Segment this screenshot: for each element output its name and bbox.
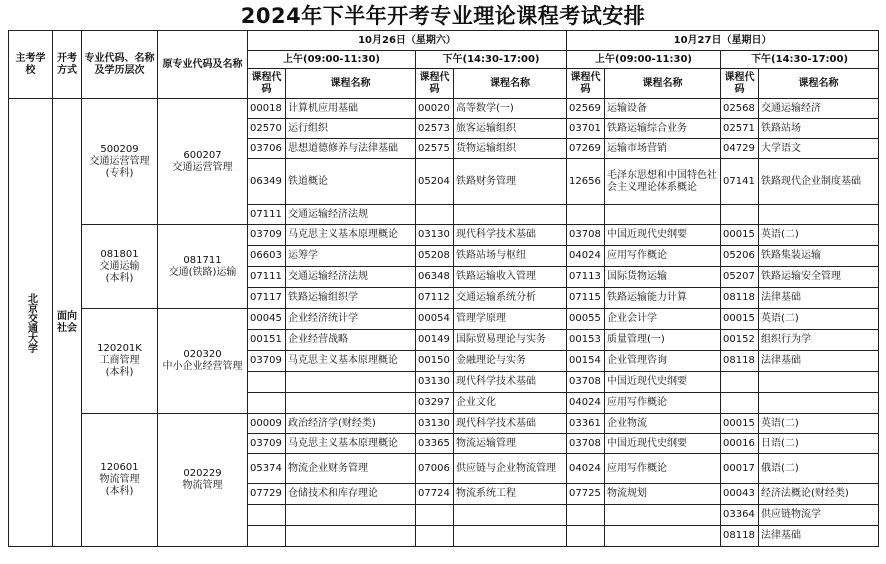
course-code: 03130 [416, 225, 454, 246]
course-code: 02568 [721, 99, 759, 119]
course-name [605, 526, 721, 547]
course-name: 物流企业财务管理 [286, 454, 416, 484]
course-name: 法律基础 [759, 288, 879, 309]
course-name [286, 505, 416, 526]
course-code: 03709 [248, 351, 286, 372]
course-name [454, 205, 567, 225]
course-name: 法律基础 [759, 351, 879, 372]
course-name: 日语(二) [759, 434, 879, 454]
course-name: 企业文化 [454, 393, 567, 414]
orig-orig-name: 物流管理 [182, 480, 223, 491]
course-name: 企业会计学 [605, 309, 721, 330]
course-name: 交通运输经济法规 [286, 267, 416, 288]
course-code: 07141 [721, 159, 759, 205]
exam-mode-cell: 面向社会 [53, 99, 82, 547]
course-name: 铁道概论 [286, 159, 416, 205]
major-cell [82, 309, 158, 414]
course-code: 00153 [567, 330, 605, 351]
course-name [454, 505, 567, 526]
course-code: 08118 [721, 288, 759, 309]
course-code: 02575 [416, 139, 454, 159]
course-code: 00020 [416, 99, 454, 119]
course-code: 00009 [248, 414, 286, 434]
course-name: 物流系统工程 [454, 484, 567, 505]
course-code: 00017 [721, 454, 759, 484]
major-level: (本科) [105, 272, 134, 284]
course-name: 铁路集装运输 [759, 246, 879, 267]
header-name: 课程名称 [605, 69, 721, 99]
header-orig: 原专业代码及名称 [158, 31, 248, 99]
course-name: 交通运输系统分析 [454, 288, 567, 309]
course-code [248, 393, 286, 414]
course-code: 05204 [416, 159, 454, 205]
course-code: 07725 [567, 484, 605, 505]
course-code [416, 526, 454, 547]
course-name: 英语(二) [759, 309, 879, 330]
course-name: 组织行为学 [759, 330, 879, 351]
course-name: 计算机应用基础 [286, 99, 416, 119]
course-code: 03297 [416, 393, 454, 414]
course-code: 07729 [248, 484, 286, 505]
major-major-code: 081801 [100, 248, 139, 260]
course-name: 中国近现代史纲要 [605, 434, 721, 454]
course-code: 03708 [567, 225, 605, 246]
course-code: 00015 [721, 414, 759, 434]
course-code: 07111 [248, 205, 286, 225]
course-code: 00018 [248, 99, 286, 119]
orig-orig-code: 020320 [183, 349, 222, 360]
orig-orig-code: 600207 [183, 149, 222, 161]
header-code: 课程代码 [416, 69, 454, 99]
course-code: 00152 [721, 330, 759, 351]
header-name: 课程名称 [759, 69, 879, 99]
major-major-name: 交通运营管理 [89, 155, 150, 167]
course-name: 企业管理咨询 [605, 351, 721, 372]
course-name: 经济法概论(财经类) [759, 484, 879, 505]
orig-orig-name: 交通运营管理 [172, 161, 233, 173]
course-code: 05206 [721, 246, 759, 267]
course-code: 07112 [416, 288, 454, 309]
major-major-name: 物流管理 [99, 474, 140, 485]
table-row [9, 225, 879, 246]
course-code: 00154 [567, 351, 605, 372]
course-code: 02570 [248, 119, 286, 139]
course-name: 运行组织 [286, 119, 416, 139]
major-major-code: 500209 [100, 143, 139, 155]
page-title: 2024年下半年开考专业理论课程考试安排 [240, 4, 646, 28]
header-name: 课程名称 [454, 69, 567, 99]
course-code [416, 505, 454, 526]
course-name: 法律基础 [759, 526, 879, 547]
course-name: 应用写作概论 [605, 454, 721, 484]
course-code: 03709 [248, 225, 286, 246]
orig-orig-code: 081711 [183, 254, 222, 266]
orig-major-cell [158, 225, 248, 309]
course-code: 07269 [567, 139, 605, 159]
major-major-name: 交通运输 [99, 260, 140, 272]
course-name [759, 205, 879, 225]
course-name: 现代科学技术基础 [454, 414, 567, 434]
major-major-code: 120601 [100, 462, 139, 473]
table-row [9, 309, 879, 330]
course-name [605, 205, 721, 225]
course-code: 08118 [721, 526, 759, 547]
course-name [286, 393, 416, 414]
header-day1-am: 上午(09:00-11:30) [248, 51, 416, 69]
course-code: 03364 [721, 505, 759, 526]
course-code: 00015 [721, 309, 759, 330]
course-code [567, 205, 605, 225]
course-code: 03708 [567, 434, 605, 454]
course-code [567, 526, 605, 547]
orig-orig-name: 中小企业经营管理 [162, 361, 243, 372]
course-name: 马克思主义基本原理概论 [286, 351, 416, 372]
course-code: 06349 [248, 159, 286, 205]
course-code: 03361 [567, 414, 605, 434]
course-code [248, 526, 286, 547]
course-name: 铁路现代企业制度基础 [759, 159, 879, 205]
major-level: (专科) [105, 167, 134, 179]
course-code [248, 372, 286, 393]
course-name: 铁路财务管理 [454, 159, 567, 205]
course-name: 政治经济学(财经类) [286, 414, 416, 434]
course-code: 00149 [416, 330, 454, 351]
course-code: 07113 [567, 267, 605, 288]
course-name: 物流运输管理 [454, 434, 567, 454]
course-code [721, 205, 759, 225]
major-cell [82, 99, 158, 225]
course-code: 07006 [416, 454, 454, 484]
header-code: 课程代码 [721, 69, 759, 99]
table-row [9, 414, 879, 434]
course-code: 04024 [567, 454, 605, 484]
school-cell: 北京交通大学 [9, 99, 53, 547]
schedule-body [9, 31, 879, 547]
course-code: 02571 [721, 119, 759, 139]
course-name: 思想道德修养与法律基础 [286, 139, 416, 159]
course-name [454, 526, 567, 547]
course-name: 英语(二) [759, 225, 879, 246]
course-code: 00151 [248, 330, 286, 351]
course-code [721, 372, 759, 393]
course-code: 00016 [721, 434, 759, 454]
course-name: 物流规划 [605, 484, 721, 505]
course-name: 供应链物流学 [759, 505, 879, 526]
header-code: 课程代码 [567, 69, 605, 99]
course-name: 铁路站场 [759, 119, 879, 139]
course-name: 仓储技术和库存理论 [286, 484, 416, 505]
course-code: 03706 [248, 139, 286, 159]
header-day2: 10月27日（星期日） [567, 31, 879, 51]
course-code: 05208 [416, 246, 454, 267]
course-name: 旅客运输组织 [454, 119, 567, 139]
course-code: 00043 [721, 484, 759, 505]
major-major-name: 工商管理 [99, 355, 140, 366]
course-name: 铁路运输组织学 [286, 288, 416, 309]
course-name: 国际贸易理论与实务 [454, 330, 567, 351]
course-code: 05207 [721, 267, 759, 288]
course-code: 03130 [416, 372, 454, 393]
course-code: 07115 [567, 288, 605, 309]
course-name: 铁路运输收入管理 [454, 267, 567, 288]
course-name [605, 505, 721, 526]
course-name: 货物运输组织 [454, 139, 567, 159]
course-code: 03130 [416, 414, 454, 434]
orig-major-cell [158, 414, 248, 547]
course-name: 马克思主义基本原理概论 [286, 434, 416, 454]
course-name: 现代科学技术基础 [454, 372, 567, 393]
course-code: 04024 [567, 393, 605, 414]
course-name: 企业经营战略 [286, 330, 416, 351]
course-code [416, 205, 454, 225]
course-name [759, 393, 879, 414]
course-name: 企业经济统计学 [286, 309, 416, 330]
course-code: 00054 [416, 309, 454, 330]
course-name: 运输市场营销 [605, 139, 721, 159]
course-name: 俄语(二) [759, 454, 879, 484]
course-name: 马克思主义基本原理概论 [286, 225, 416, 246]
course-code: 03365 [416, 434, 454, 454]
course-code [567, 505, 605, 526]
course-name: 中国近现代史纲要 [605, 372, 721, 393]
header-name: 课程名称 [286, 69, 416, 99]
course-name: 应用写作概论 [605, 246, 721, 267]
course-name: 质量管理(一) [605, 330, 721, 351]
header-mode: 开考方式 [53, 31, 82, 99]
table-row [9, 99, 879, 119]
schedule-table [8, 30, 879, 547]
course-code: 07117 [248, 288, 286, 309]
course-name [286, 526, 416, 547]
major-major-code: 120201K [97, 343, 142, 354]
course-name: 中国近现代史纲要 [605, 225, 721, 246]
course-code: 07111 [248, 267, 286, 288]
header-day1-pm: 下午(14:30-17:00) [416, 51, 567, 69]
course-name: 铁路站场与枢纽 [454, 246, 567, 267]
course-code: 00150 [416, 351, 454, 372]
course-code: 07724 [416, 484, 454, 505]
course-code: 06603 [248, 246, 286, 267]
course-name: 铁路运输能力计算 [605, 288, 721, 309]
orig-major-cell [158, 309, 248, 414]
course-name: 高等数学(一) [454, 99, 567, 119]
course-code: 02573 [416, 119, 454, 139]
course-code: 04729 [721, 139, 759, 159]
major-cell [82, 414, 158, 547]
major-level: (本科) [105, 367, 134, 378]
course-name [286, 372, 416, 393]
course-code: 05374 [248, 454, 286, 484]
course-name: 运输设备 [605, 99, 721, 119]
course-name: 应用写作概论 [605, 393, 721, 414]
course-code [721, 393, 759, 414]
course-name: 运筹学 [286, 246, 416, 267]
header-school: 主考学校 [9, 31, 53, 99]
header-code: 课程代码 [248, 69, 286, 99]
course-code: 00045 [248, 309, 286, 330]
course-name: 英语(二) [759, 414, 879, 434]
course-code: 03701 [567, 119, 605, 139]
course-code: 00055 [567, 309, 605, 330]
header-day1: 10月26日（星期六） [248, 31, 567, 51]
course-name: 铁路运输安全管理 [759, 267, 879, 288]
course-code: 12656 [567, 159, 605, 205]
course-name: 毛泽东思想和中国特色社会主义理论体系概论 [605, 159, 721, 205]
orig-orig-code: 020229 [183, 468, 222, 479]
course-name: 金融理论与实务 [454, 351, 567, 372]
course-name: 国际货物运输 [605, 267, 721, 288]
header-day2-pm: 下午(14:30-17:00) [721, 51, 879, 69]
course-name: 大学语文 [759, 139, 879, 159]
major-level: (本科) [105, 486, 134, 497]
course-code [248, 505, 286, 526]
orig-major-cell [158, 99, 248, 225]
course-code: 02569 [567, 99, 605, 119]
orig-orig-name: 交通(铁路)运输 [168, 266, 237, 278]
course-code: 04024 [567, 246, 605, 267]
course-code: 03708 [567, 372, 605, 393]
header-major: 专业代码、名称及学历层次 [82, 31, 158, 99]
course-name: 管理学原理 [454, 309, 567, 330]
course-name: 企业物流 [605, 414, 721, 434]
course-name [759, 372, 879, 393]
course-code: 08118 [721, 351, 759, 372]
course-name: 现代科学技术基础 [454, 225, 567, 246]
major-cell [82, 225, 158, 309]
header-day2-am: 上午(09:00-11:30) [567, 51, 721, 69]
course-name: 交通运输经济 [759, 99, 879, 119]
course-name: 铁路运输综合业务 [605, 119, 721, 139]
course-name: 交通运输经济法规 [286, 205, 416, 225]
course-code: 00015 [721, 225, 759, 246]
course-name: 供应链与企业物流管理 [454, 454, 567, 484]
course-code: 03709 [248, 434, 286, 454]
course-code: 06348 [416, 267, 454, 288]
